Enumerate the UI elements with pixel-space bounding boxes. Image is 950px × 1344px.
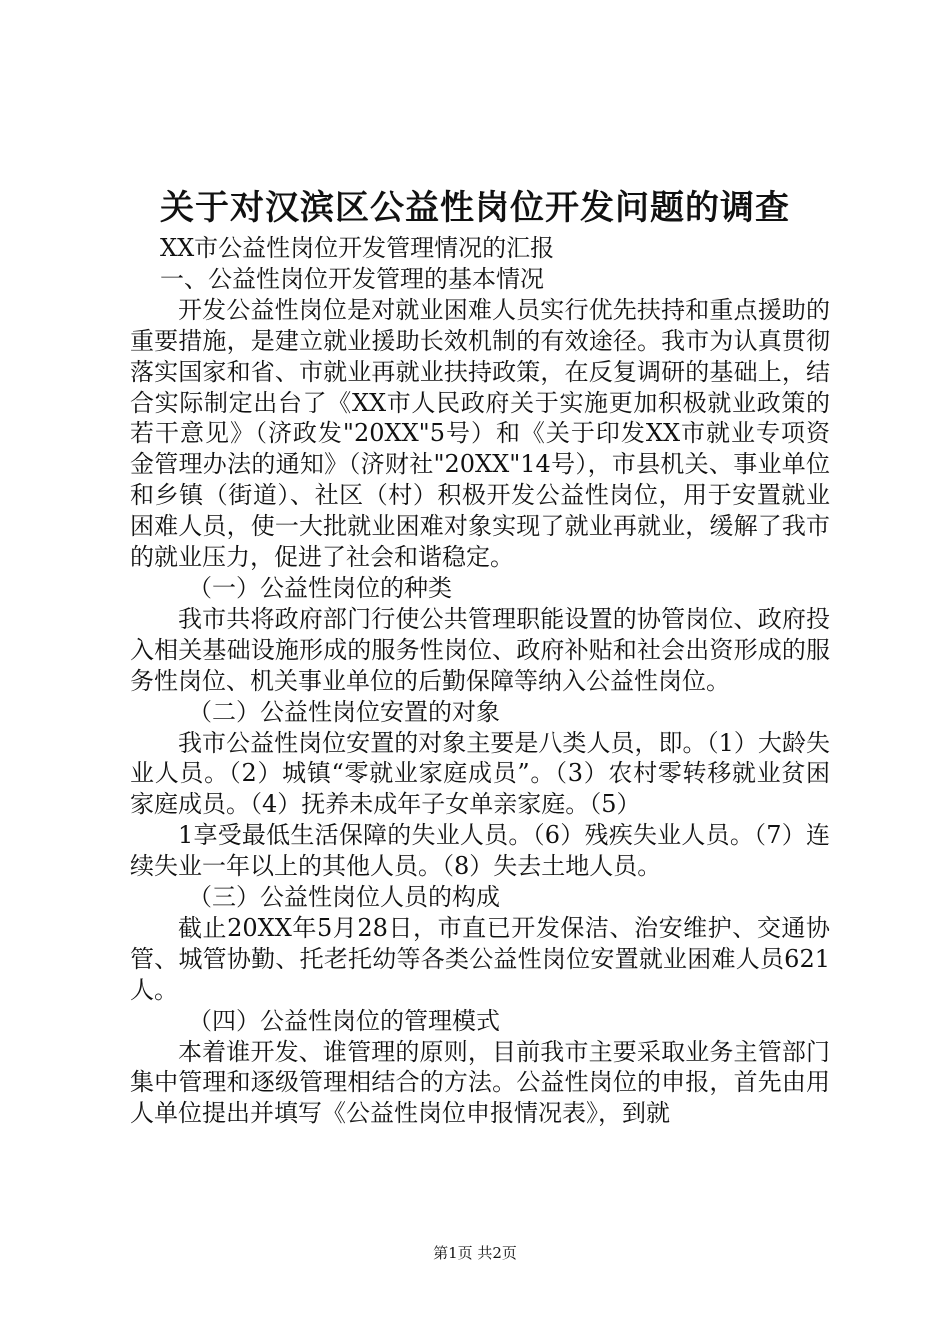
document-title: 关于对汉滨区公益性岗位开发问题的调查	[160, 188, 790, 228]
page-number-footer: 第1页 共2页	[433, 1244, 517, 1262]
paragraph-targets-cont: 1享受最低生活保障的失业人员。（6）残疾失业人员。（7）连续失业一年以上的其他人员。（8）失去土地人员。	[130, 821, 830, 881]
paragraph-targets: 我市公益性岗位安置的对象主要是八类人员，即。（1）大龄失业人员。（2）城镇“零就业家庭成员”。（3）农村零转移就业贫困家庭成员。（4）抚养未成年子女单亲家庭。（5）	[130, 728, 830, 819]
paragraph-intro: 开发公益性岗位是对就业困难人员实行优先扶持和重点援助的重要措施，是建立就业援助长效机制的有效途径。我市为认真贯彻落实国家和省、市就业再就业扶持政策，在反复调研的基础上，结合实际制定出台了《XX市人民政府关于实施更加积极就业政策的若干意见》（济政发"20XX"5号）和《关于印发XX市就业专项资金管理办法的通知》（济财社"20XX"14号），市县机关、事业单位和乡镇（街道）、社区（村）积极开发公益性岗位，用于安置就业困难人员，使一大批就业困难对象实现了就业再就业，缓解了我市的就业压力，促进了社会和谐稳定。	[130, 295, 830, 572]
document-body	[130, 233, 830, 1129]
subheading-management: （四）公益性岗位的管理模式	[188, 1006, 500, 1035]
subheading-targets: （二）公益性岗位安置的对象	[188, 697, 500, 726]
subheading-types: （一）公益性岗位的种类	[188, 573, 452, 602]
section-heading-1: 一、公益性岗位开发管理的基本情况	[160, 264, 544, 293]
paragraph-management: 本着谁开发、谁管理的原则，目前我市主要采取业务主管部门集中管理和逐级管理相结合的方法。公益性岗位的申报，首先由用人单位提出并填写《公益性岗位申报情况表》，到就	[130, 1037, 830, 1128]
report-subtitle: XX市公益性岗位开发管理情况的汇报	[160, 234, 555, 262]
paragraph-types: 我市共将政府部门行使公共管理职能设置的协管岗位、政府投入相关基础设施形成的服务性岗位、政府补贴和社会出资形成的服务性岗位、机关事业单位的后勤保障等纳入公益性岗位。	[130, 604, 830, 695]
paragraph-composition: 截止20XX年5月28日，市直已开发保洁、治安维护、交通协管、城管协勤、托老托幼等各类公益性岗位安置就业困难人员621人。	[130, 913, 830, 1004]
subheading-composition: （三）公益性岗位人员的构成	[188, 883, 500, 912]
